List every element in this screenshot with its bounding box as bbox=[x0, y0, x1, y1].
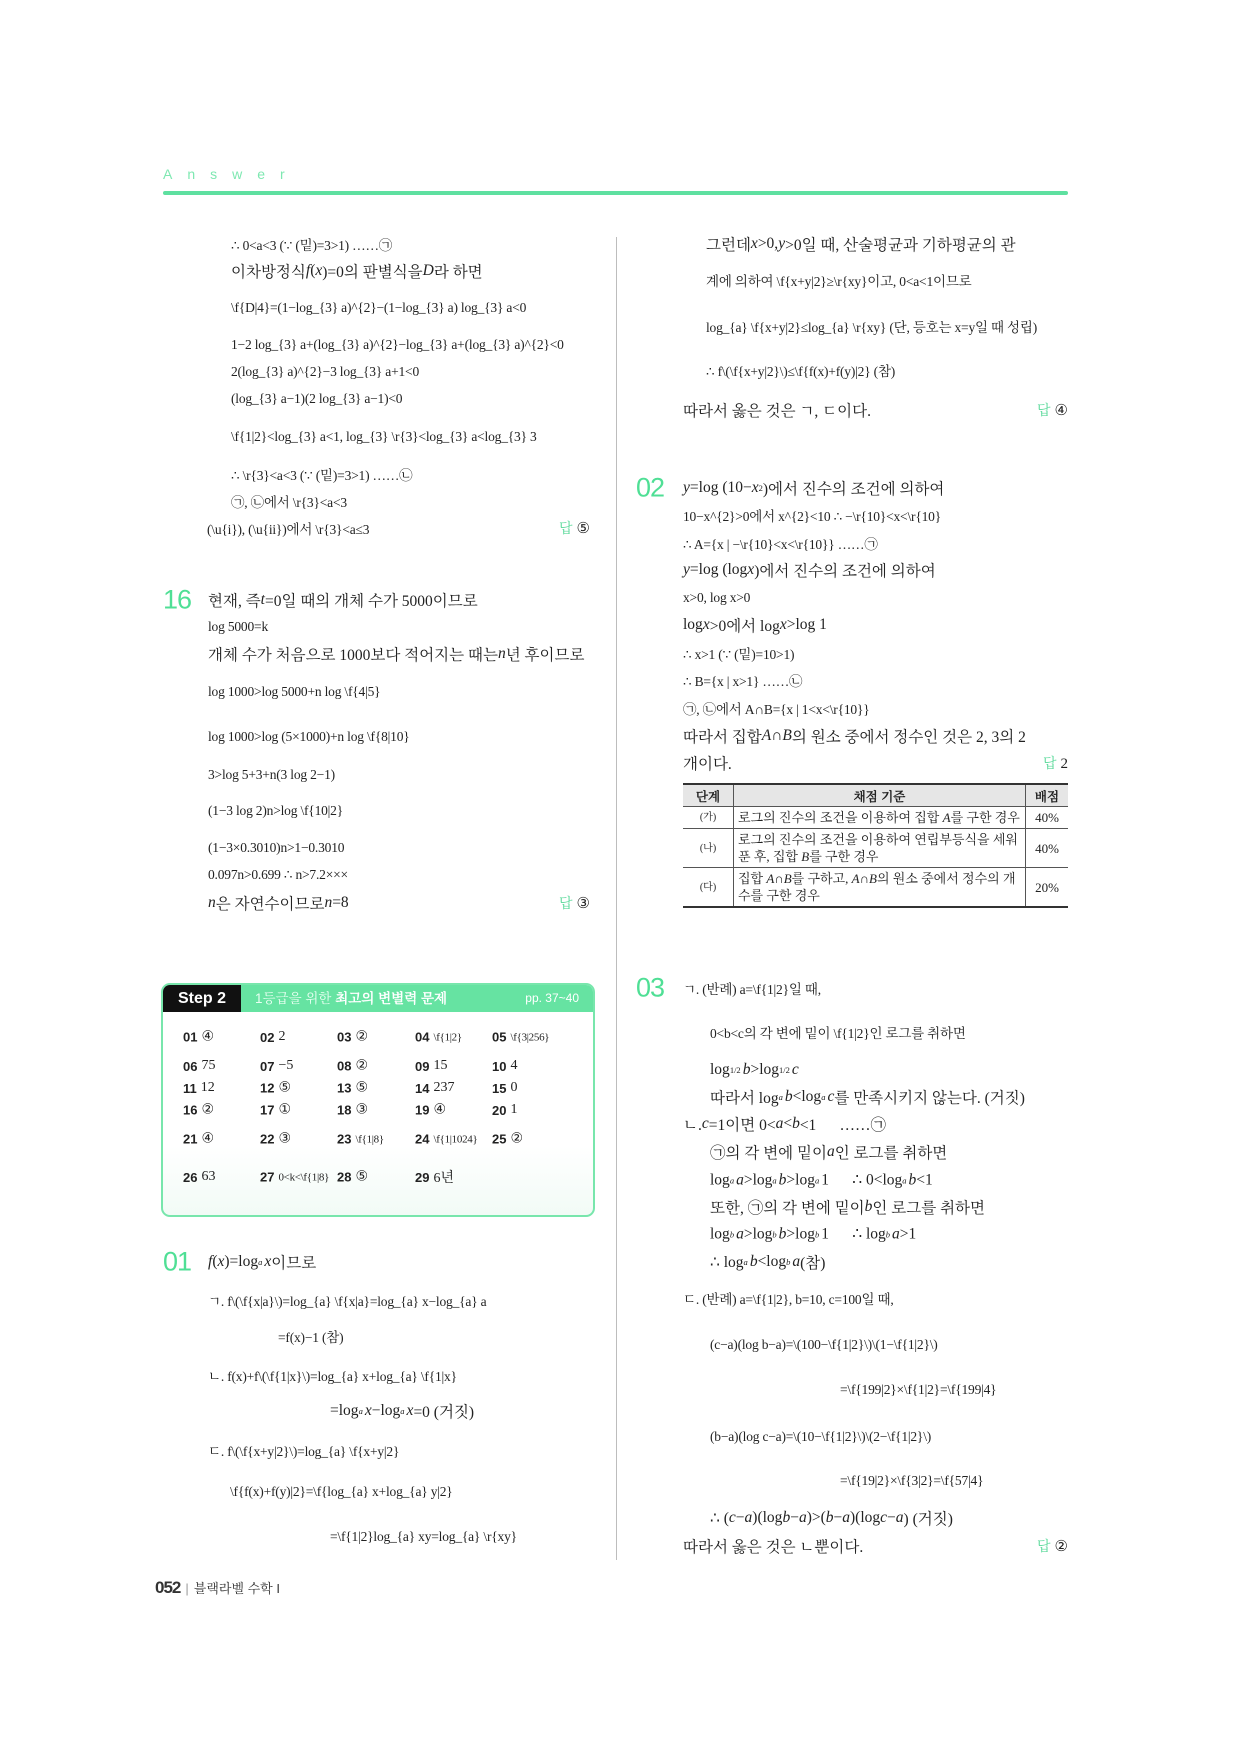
criterion-cell: 로그의 진수의 조건을 이용하여 집합 A를 구한 경우 bbox=[734, 807, 1026, 829]
math-line: log b a >log b b >log b 1 ∴ log b a >1 bbox=[710, 1225, 917, 1243]
math-line: \f{D|4}=(1−log_{3} a)^{2}−(1−log_{3} a) log_{3} a<0 bbox=[231, 300, 527, 315]
page-footer bbox=[155, 1578, 280, 1598]
table-row bbox=[683, 829, 1068, 868]
item-number: 08 bbox=[337, 1058, 352, 1074]
item-number: 13 bbox=[337, 1080, 352, 1096]
item-number: 29 bbox=[415, 1169, 430, 1185]
col-criterion: 채점 기준 bbox=[734, 784, 1026, 807]
math-line: ㉠, ㉡에서 \r{3}<a<3 bbox=[231, 491, 347, 511]
item-number: 23 bbox=[337, 1131, 352, 1147]
answer-grid-item bbox=[183, 1131, 214, 1148]
step2-answer-box bbox=[161, 983, 595, 1217]
answer-mark bbox=[559, 518, 590, 538]
book-title: 블랙라벨 수학 I bbox=[193, 1581, 280, 1596]
math-line: (\u{i}), (\u{ii})에서 \r{3}<a≤3 bbox=[207, 518, 369, 538]
math-line: \f{1|2}<log_{3} a<1, log_{3} \r{3}<log_{3} a<log_{3} 3 bbox=[231, 429, 537, 444]
item-answer: 0<k<\f{1|8} bbox=[278, 1171, 330, 1183]
item-number: 04 bbox=[415, 1029, 430, 1045]
problem-number: 03 bbox=[636, 972, 665, 1003]
problem-number: 16 bbox=[163, 584, 192, 615]
column-divider bbox=[616, 237, 617, 1560]
points-cell: 40% bbox=[1026, 807, 1069, 829]
item-number: 18 bbox=[337, 1102, 352, 1118]
item-number: 09 bbox=[415, 1058, 430, 1074]
item-number: 11 bbox=[183, 1080, 197, 1096]
header-divider bbox=[163, 191, 1068, 195]
math-line: =\f{19|2}×\f{3|2}=\f{57|4} bbox=[840, 1473, 984, 1488]
answer-grid-item bbox=[337, 1169, 368, 1186]
problem-number: 02 bbox=[636, 472, 665, 503]
math-line: 계에 의하여 \f{x+y|2}≥\r{xy}이고, 0<a<1이므로 bbox=[706, 270, 972, 290]
math-line: 또한, ㉠의 각 변에 밑이 b 인 로그를 취하면 bbox=[710, 1198, 985, 1217]
math-line: 따라서 집합 A ∩ B 의 원소 중에서 정수인 것은 2, 3의 2 bbox=[683, 727, 1026, 746]
math-line: n 은 자연수이므로 n =8 bbox=[208, 894, 349, 913]
math-line: \f{f(x)+f(y)|2}=\f{log_{a} x+log_{a} y|2} bbox=[230, 1484, 453, 1499]
answer-grid-item bbox=[415, 1167, 454, 1187]
answer-grid-item bbox=[183, 1029, 214, 1046]
item-answer: ④ bbox=[433, 1102, 447, 1118]
answer-grid-item bbox=[260, 1131, 291, 1148]
answer-mark bbox=[559, 893, 590, 913]
answer-grid-item bbox=[415, 1132, 477, 1147]
page-number: 052 bbox=[155, 1578, 181, 1597]
math-line: 0.097n>0.699 ∴ n>7.2××× bbox=[208, 867, 348, 882]
answer-grid-item bbox=[260, 1029, 285, 1045]
math-line: log x >0에서 log x >log 1 bbox=[683, 616, 827, 635]
col-step: 단계 bbox=[683, 784, 734, 807]
step-cell: (가) bbox=[683, 807, 734, 829]
math-line: (b−a)(log c−a)=\(10−\f{1|2}\)\(2−\f{1|2}\) bbox=[710, 1429, 932, 1444]
answer-prefix: 답 bbox=[1037, 402, 1051, 418]
step2-pages: pp. 37~40 bbox=[525, 991, 579, 1005]
item-answer: 63 bbox=[201, 1169, 216, 1184]
item-number: 28 bbox=[337, 1169, 352, 1185]
answer-grid-item bbox=[337, 1080, 368, 1097]
math-line: (1−3 log 2)n>log \f{10|2} bbox=[208, 803, 344, 818]
math-line: 이차방정식 f ( x )=0의 판별식을 D 라 하면 bbox=[231, 262, 483, 281]
item-answer: ② bbox=[510, 1131, 524, 1147]
answer-prefix: 답 bbox=[1037, 1538, 1051, 1554]
item-answer: ④ bbox=[201, 1131, 215, 1147]
step2-header bbox=[163, 985, 593, 1012]
answer-grid-item bbox=[337, 1132, 384, 1147]
item-number: 27 bbox=[260, 1169, 275, 1185]
item-number: 12 bbox=[260, 1080, 275, 1096]
math-line: ㉠, ㉡에서 A∩B={x | 1<x<\r{10}} bbox=[683, 698, 870, 718]
answer-grid-item bbox=[183, 1102, 214, 1119]
answer-grid-item bbox=[183, 1169, 215, 1185]
math-line: ∴ 0<a<3 (∵ (밑)=3>1) ……㉠ bbox=[231, 234, 392, 254]
math-line: ㉠의 각 변에 밑이 a 인 로그를 취하면 bbox=[710, 1143, 948, 1162]
math-line: ㄱ. (반례) a=\f{1|2}일 때, bbox=[683, 978, 821, 998]
math-line: 10−x^{2}>0에서 x^{2}<10 ∴ −\r{10}<x<\r{10} bbox=[683, 505, 941, 525]
scoring-table bbox=[683, 783, 1068, 908]
math-line: y =log (10− x 2 )에서 진수의 조건에 의하여 bbox=[683, 479, 945, 498]
item-number: 25 bbox=[492, 1131, 507, 1147]
math-line: =f(x)−1 (참) bbox=[278, 1326, 343, 1346]
answer-grid-item bbox=[415, 1030, 462, 1045]
col-points: 배점 bbox=[1026, 784, 1069, 807]
math-line: log 1/2 b >log 1/2 c bbox=[710, 1061, 799, 1078]
item-number: 22 bbox=[260, 1131, 275, 1147]
math-line: ∴ \r{3}<a<3 (∵ (밑)=3>1) ……㉡ bbox=[231, 464, 412, 484]
item-answer: 15 bbox=[433, 1058, 448, 1073]
item-answer: 75 bbox=[201, 1058, 216, 1073]
math-line: log 1000>log (5×1000)+n log \f{8|10} bbox=[208, 729, 410, 744]
item-answer: ② bbox=[201, 1102, 215, 1118]
math-line: log_{a} \f{x+y|2}≤log_{a} \r{xy} (단, 등호는 x=y일 때 성립) bbox=[706, 316, 1037, 336]
section-header-answer: Answer bbox=[163, 166, 300, 182]
math-line: ㄷ. (반례) a=\f{1|2}, b=10, c=100일 때, bbox=[683, 1288, 894, 1308]
math-line: f ( x )=log a x 이므로 bbox=[208, 1253, 317, 1272]
item-answer: 2 bbox=[278, 1029, 286, 1044]
item-answer: ③ bbox=[355, 1102, 369, 1118]
math-line: ∴ f\(\f{x+y|2}\)≤\f{f(x)+f(y)|2} (참) bbox=[706, 360, 895, 380]
answer-grid-item bbox=[415, 1102, 446, 1119]
item-number: 01 bbox=[183, 1029, 198, 1045]
item-answer: 12 bbox=[200, 1080, 215, 1095]
step2-title-light: 1등급을 위한 bbox=[255, 991, 332, 1006]
answer-mark bbox=[1037, 1536, 1068, 1556]
answer-grid-item bbox=[492, 1102, 517, 1118]
math-line: ㄴ. c =1이면 0< a < b <1 ……㉠ bbox=[683, 1115, 887, 1134]
math-line: 1−2 log_{3} a+(log_{3} a)^{2}−log_{3} a+(log_{3} a)^{2}<0 bbox=[231, 337, 564, 352]
math-line: =\f{1|2}log_{a} xy=log_{a} \r{xy} bbox=[330, 1529, 517, 1544]
answer-mark bbox=[1037, 400, 1068, 420]
item-number: 03 bbox=[337, 1029, 352, 1045]
math-line: 0<b<c의 각 변에 밑이 \f{1|2}인 로그를 취하면 bbox=[710, 1022, 966, 1042]
item-answer: \f{1|8} bbox=[355, 1133, 384, 1145]
item-number: 07 bbox=[260, 1058, 275, 1074]
item-answer: ④ bbox=[201, 1029, 215, 1045]
answer-grid-item bbox=[260, 1102, 291, 1119]
item-number: 19 bbox=[415, 1102, 430, 1118]
answer-grid-item bbox=[260, 1058, 293, 1074]
step-cell: (나) bbox=[683, 829, 734, 868]
math-line: 개이다. bbox=[683, 756, 732, 773]
answer-grid-item bbox=[415, 1080, 454, 1096]
answer-value: 2 bbox=[1060, 756, 1068, 772]
math-line: 따라서 옳은 것은 ㄴ뿐이다. bbox=[683, 1539, 864, 1556]
answer-prefix: 답 bbox=[1042, 755, 1057, 771]
answer-grid-item bbox=[183, 1058, 215, 1074]
problem-number: 01 bbox=[163, 1246, 192, 1277]
item-number: 21 bbox=[183, 1131, 198, 1147]
answer-prefix: 답 bbox=[559, 895, 573, 911]
math-line: ∴ B={x | x>1} ……㉡ bbox=[683, 670, 802, 690]
step2-title bbox=[255, 985, 447, 1012]
item-answer: ② bbox=[355, 1058, 369, 1074]
math-line: ㄱ. f\(\f{x|a}\)=log_{a} \f{x|a}=log_{a} x−log_{a} a bbox=[208, 1290, 486, 1310]
answer-grid-item bbox=[337, 1029, 368, 1046]
math-line: log a a >log a b >log a 1 ∴ 0<log a b <1 bbox=[710, 1171, 933, 1189]
math-line: 2(log_{3} a)^{2}−3 log_{3} a+1<0 bbox=[231, 364, 420, 379]
item-number: 16 bbox=[183, 1102, 198, 1118]
criterion-cell: 로그의 진수의 조건을 이용하여 연립부등식을 세워 푼 후, 집합 B를 구한 경우 bbox=[734, 829, 1026, 868]
math-line: 개체 수가 처음으로 1000보다 적어지는 때는 n 년 후이므로 bbox=[208, 645, 585, 664]
item-answer: 4 bbox=[510, 1058, 518, 1073]
step-cell: (다) bbox=[683, 868, 734, 908]
math-line: log 5000=k bbox=[208, 619, 268, 634]
footer-separator: | bbox=[185, 1581, 189, 1596]
points-cell: 20% bbox=[1026, 868, 1069, 908]
math-line: y =log (log x )에서 진수의 조건에 의하여 bbox=[683, 561, 936, 580]
item-answer: \f{1|1024} bbox=[433, 1133, 478, 1145]
item-number: 20 bbox=[492, 1102, 507, 1118]
answer-grid-item bbox=[337, 1102, 368, 1119]
math-line: ∴ A={x | −\r{10}<x<\r{10}} ……㉠ bbox=[683, 533, 878, 553]
answer-mark bbox=[1043, 753, 1068, 773]
item-answer: −5 bbox=[278, 1058, 294, 1073]
answer-grid-item bbox=[492, 1131, 523, 1148]
item-number: 06 bbox=[183, 1058, 198, 1074]
item-answer: 6년 bbox=[433, 1171, 454, 1186]
math-line: ∴ ( c − a )(log b − a )>( b − a )(log c − a ) (거짓) bbox=[710, 1509, 953, 1528]
math-line: ㄷ. f\(\f{x+y|2}\)=log_{a} \f{x+y|2} bbox=[208, 1440, 399, 1460]
answer-value: ② bbox=[1054, 1539, 1068, 1555]
item-answer: ② bbox=[355, 1029, 369, 1045]
table-row bbox=[683, 807, 1068, 829]
math-line: ㄴ. f(x)+f\(\f{1|x}\)=log_{a} x+log_{a} \f{1|x} bbox=[208, 1365, 457, 1385]
math-line: =log a x −log a x =0 (거짓) bbox=[330, 1402, 475, 1421]
math-line: =\f{199|2}×\f{1|2}=\f{199|4} bbox=[840, 1382, 997, 1397]
item-answer: \f{3|256} bbox=[510, 1031, 550, 1043]
item-answer: ③ bbox=[278, 1131, 292, 1147]
item-number: 24 bbox=[415, 1131, 430, 1147]
math-line: 따라서 옳은 것은 ㄱ, ㄷ이다. bbox=[683, 403, 871, 420]
math-line: 3>log 5+3+n(3 log 2−1) bbox=[208, 767, 335, 782]
item-answer: ⑤ bbox=[355, 1080, 369, 1096]
item-answer: ⑤ bbox=[355, 1169, 369, 1185]
item-number: 15 bbox=[492, 1080, 507, 1096]
item-answer: 0 bbox=[510, 1080, 518, 1095]
math-line: x>0, log x>0 bbox=[683, 590, 751, 605]
item-number: 02 bbox=[260, 1029, 275, 1045]
math-line: (log_{3} a−1)(2 log_{3} a−1)<0 bbox=[231, 391, 403, 406]
points-cell: 40% bbox=[1026, 829, 1069, 868]
answer-grid-item bbox=[415, 1058, 447, 1074]
item-answer: 237 bbox=[433, 1080, 455, 1095]
math-line: ∴ log a b <log b a (참) bbox=[710, 1253, 826, 1272]
item-number: 17 bbox=[260, 1102, 275, 1118]
answer-grid-item bbox=[183, 1080, 215, 1096]
math-line: 그런데 x >0, y >0일 때, 산술평균과 기하평균의 관 bbox=[706, 235, 1016, 254]
table-row bbox=[683, 868, 1068, 908]
math-line: (1−3×0.3010)n>1−0.3010 bbox=[208, 840, 345, 855]
answer-value: ⑤ bbox=[576, 521, 590, 537]
item-number: 05 bbox=[492, 1029, 507, 1045]
item-number: 10 bbox=[492, 1058, 507, 1074]
math-line: 따라서 log a b <log a c 를 만족시키지 않는다. (거짓) bbox=[710, 1088, 1025, 1107]
step2-tab: Step 2 bbox=[163, 985, 241, 1012]
math-line: (c−a)(log b−a)=\(100−\f{1|2}\)\(1−\f{1|2}\) bbox=[710, 1337, 938, 1352]
math-line: log 1000>log 5000+n log \f{4|5} bbox=[208, 684, 381, 699]
item-number: 14 bbox=[415, 1080, 430, 1096]
item-answer: 1 bbox=[510, 1102, 518, 1117]
criterion-cell: 집합 A∩B를 구하고, A∩B의 원소 중에서 정수의 개수를 구한 경우 bbox=[734, 868, 1026, 908]
item-answer: ⑤ bbox=[278, 1080, 292, 1096]
answer-grid-item bbox=[337, 1058, 368, 1075]
answer-grid-item bbox=[260, 1080, 291, 1097]
item-answer: ① bbox=[278, 1102, 292, 1118]
answer-grid-item bbox=[492, 1080, 517, 1096]
math-line: 현재, 즉 t =0일 때의 개체 수가 5000이므로 bbox=[208, 591, 478, 610]
math-line: ∴ x>1 (∵ (밑)=10>1) bbox=[683, 643, 794, 663]
item-number: 26 bbox=[183, 1169, 198, 1185]
answer-grid-item bbox=[492, 1058, 517, 1074]
answer-value: ④ bbox=[1054, 403, 1068, 419]
answer-grid-item bbox=[492, 1030, 549, 1045]
step2-title-bold: 최고의 변별력 문제 bbox=[335, 991, 448, 1006]
answer-grid-item bbox=[260, 1170, 329, 1185]
item-answer: \f{1|2} bbox=[433, 1031, 462, 1043]
answer-prefix: 답 bbox=[559, 520, 573, 536]
answer-value: ③ bbox=[576, 896, 590, 912]
